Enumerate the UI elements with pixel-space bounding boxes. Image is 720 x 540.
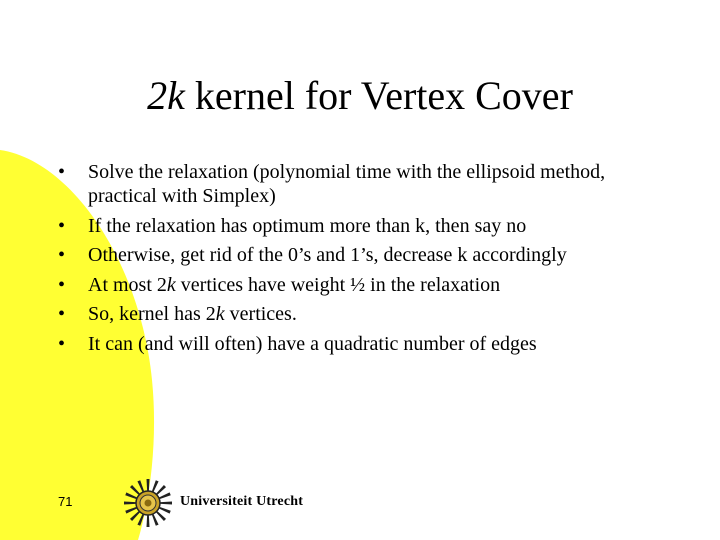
- logo-text: Universiteit Utrecht: [180, 494, 304, 509]
- bullet-dot-icon: •: [58, 161, 66, 183]
- university-logo: [120, 478, 320, 528]
- bullet-italic-text: k: [166, 273, 176, 296]
- bullet-item: [58, 243, 658, 267]
- bullet-italic-text: k: [215, 303, 225, 325]
- bullet-item: [58, 273, 658, 297]
- page-number: 71: [58, 494, 73, 509]
- bullet-dot-icon: •: [58, 273, 66, 296]
- bullet-item: [58, 302, 658, 326]
- bullet-item: [58, 332, 658, 356]
- bullet-text: Otherwise, get rid of the 0’s and 1’s, decrease k accordingly: [88, 244, 567, 266]
- bullet-item: [58, 214, 658, 238]
- bullet-text: If the relaxation has optimum more than k, then say no: [88, 214, 527, 237]
- bullet-text: At most 2: [88, 273, 167, 296]
- bullet-text: vertices have weight ½ in the relaxation: [175, 273, 501, 296]
- bullet-text: vertices.: [224, 303, 297, 325]
- bullet-dot-icon: •: [58, 332, 66, 355]
- bullet-dot-icon: •: [58, 303, 66, 325]
- bullet-item: [58, 160, 658, 208]
- bullet-text: It can (and will often) have a quadratic number of edges: [88, 332, 537, 355]
- bullet-text: So, kernel has 2: [88, 303, 216, 325]
- bullet-dot-icon: •: [58, 244, 66, 266]
- bullet-dot-icon: •: [58, 214, 66, 237]
- sun-emblem-icon: [120, 478, 176, 528]
- bullet-list: [58, 160, 658, 361]
- title-italic-part: 2k: [147, 73, 185, 118]
- bullet-text: Solve the relaxation (polynomial time with the ellipsoid method, practical with Simplex): [88, 161, 606, 207]
- slide-title: [0, 72, 720, 120]
- title-text: kernel for Vertex Cover: [184, 73, 573, 118]
